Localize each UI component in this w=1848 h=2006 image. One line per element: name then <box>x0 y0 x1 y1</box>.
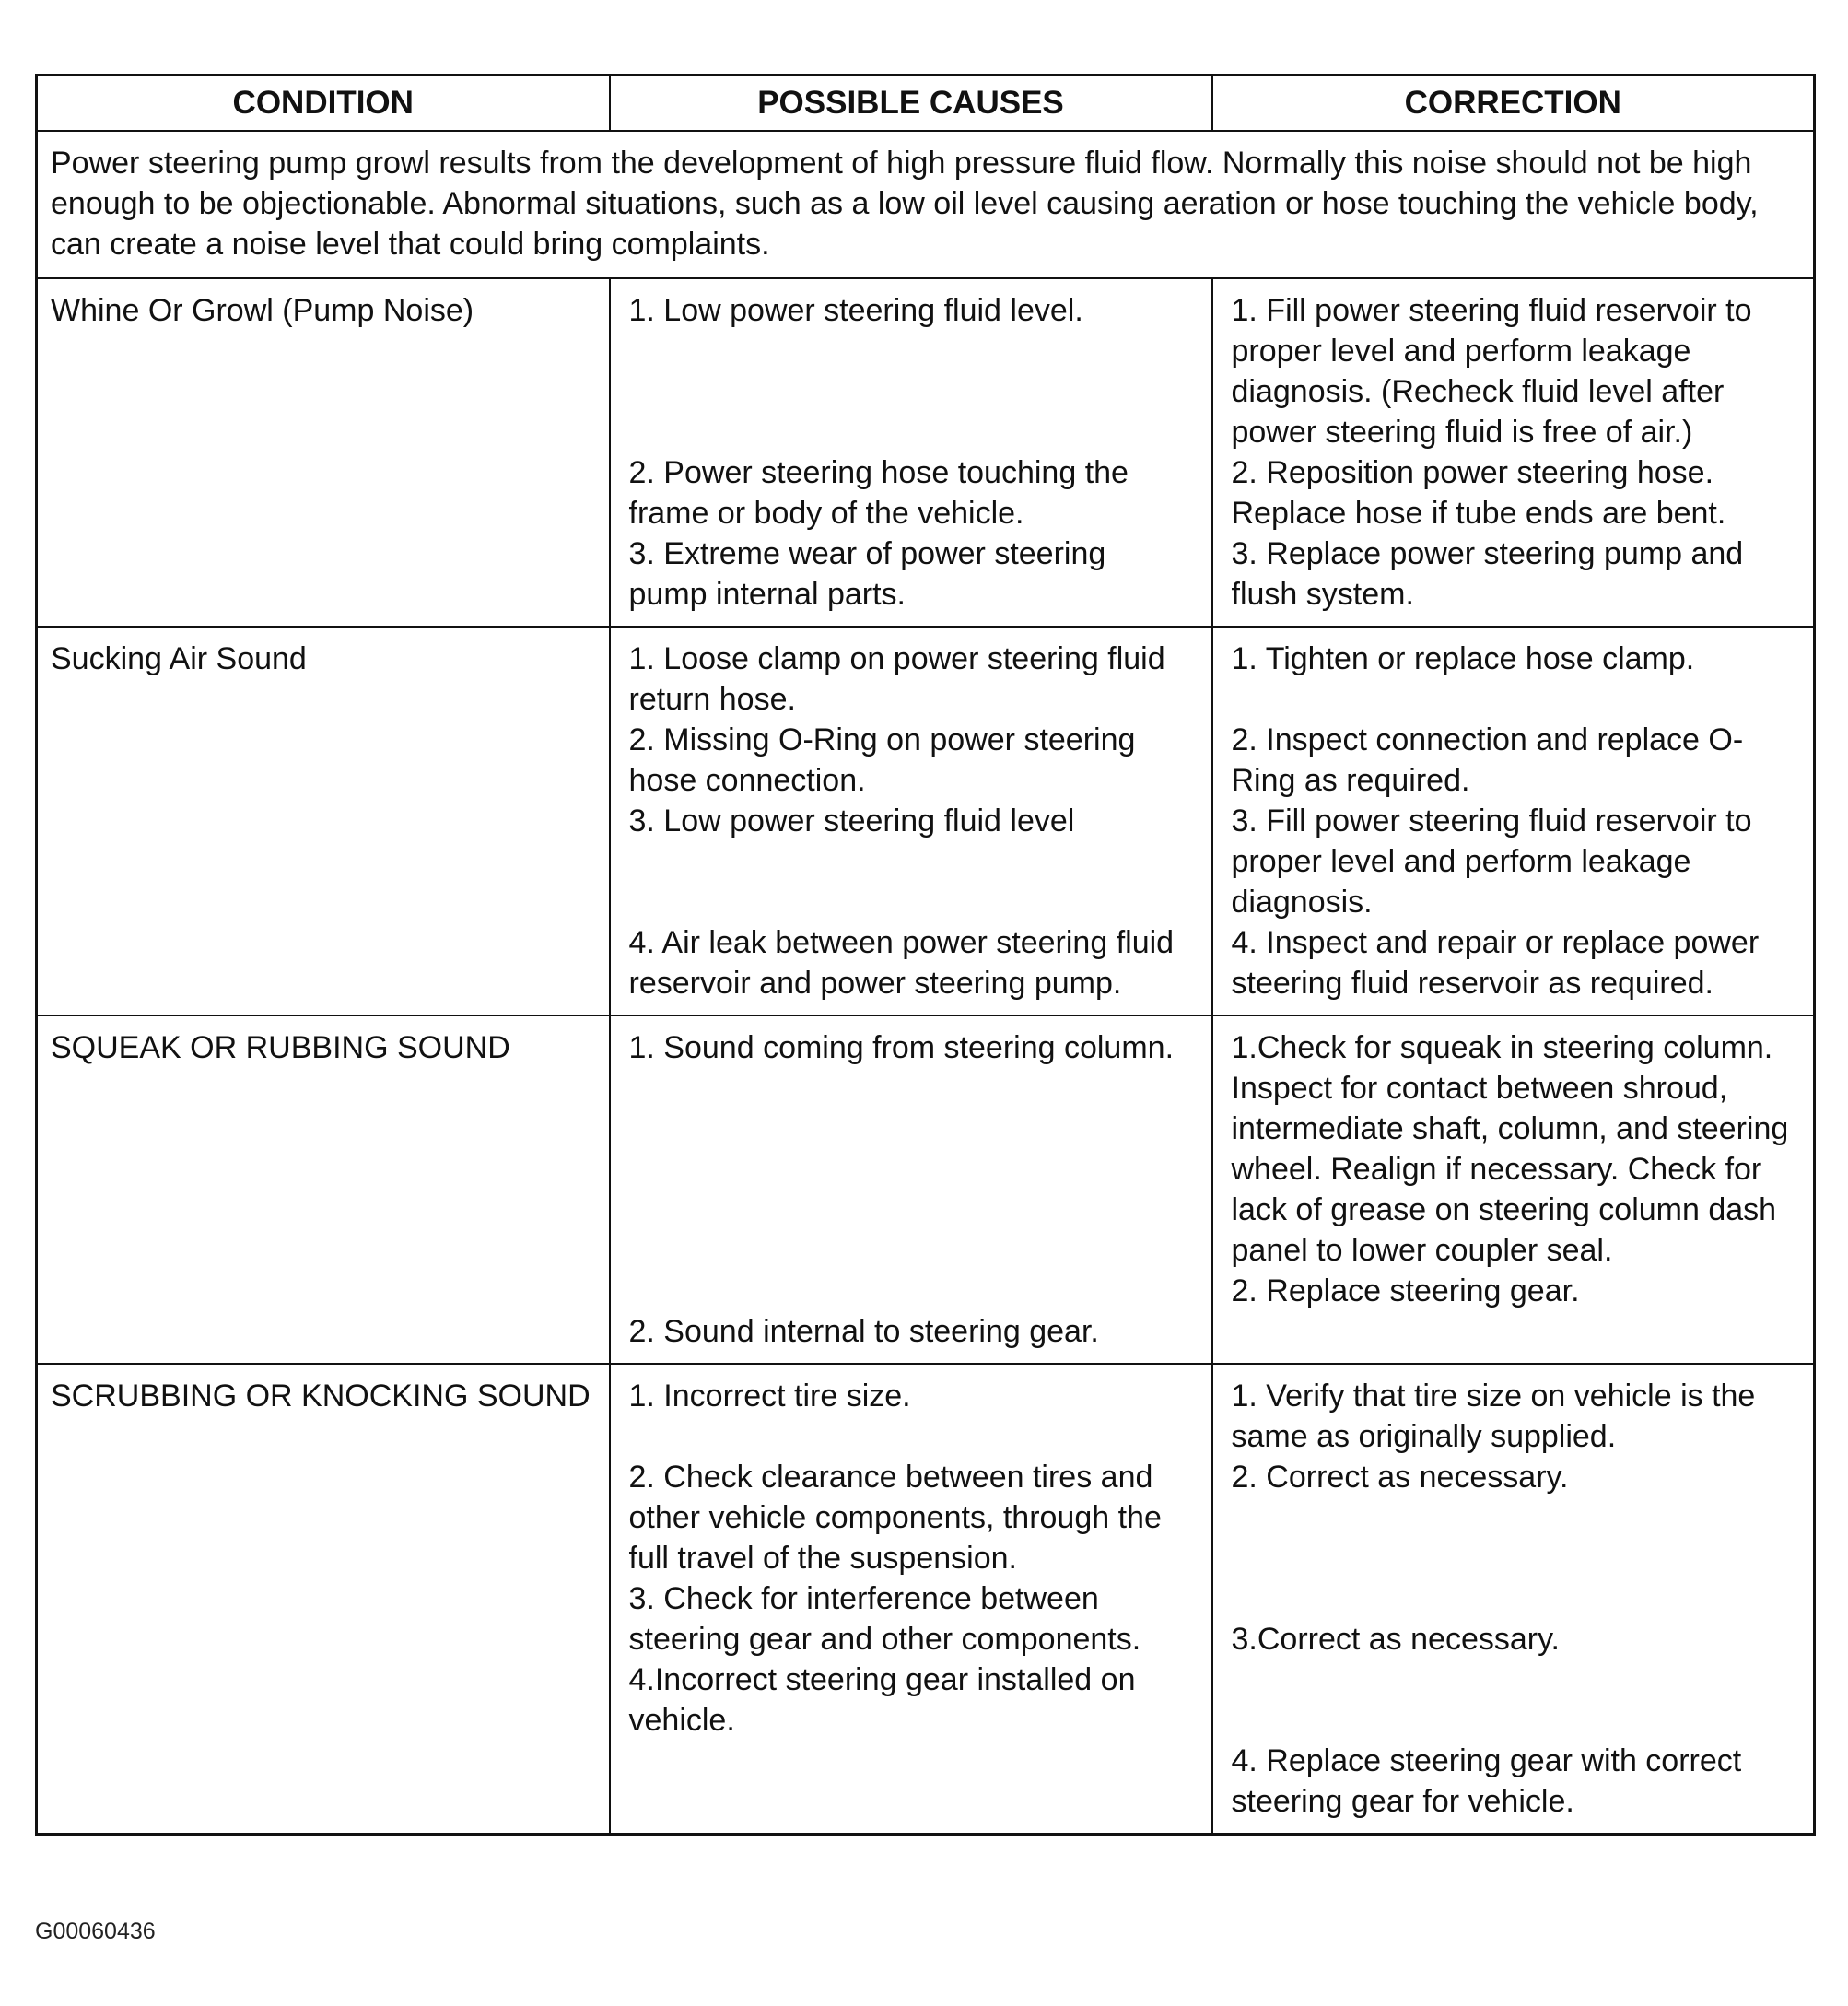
correction-cell <box>1212 1364 1815 1835</box>
header-possible-causes: POSSIBLE CAUSES <box>610 76 1212 132</box>
header-condition: CONDITION <box>37 76 610 132</box>
correction-item: 3.Correct as necessary. <box>1231 1622 1561 1657</box>
correction-item: 2. Inspect connection and replace O-Ring as required. <box>1231 722 1744 798</box>
intro-row <box>37 131 1815 278</box>
condition-cell: SQUEAK OR RUBBING SOUND <box>37 1015 610 1364</box>
diagnosis-table <box>35 74 1816 1836</box>
cause-item: 1. Sound coming from steering column. <box>628 1030 1175 1065</box>
cause-item: 3. Check for interference between steering gear and other components. <box>628 1581 1141 1657</box>
cause-item: 4.Incorrect steering gear installed on vehicle. <box>628 1662 1136 1738</box>
correction-item: 1. Tighten or replace hose clamp. <box>1231 641 1695 676</box>
causes-cell <box>610 278 1212 627</box>
correction-item: 3. Fill power steering fluid reservoir to proper level and perform leakage diagnosis. <box>1231 804 1752 920</box>
cause-item: 1. Loose clamp on power steering fluid return hose. <box>628 641 1165 717</box>
cause-item: 3. Extreme wear of power steering pump internal parts. <box>628 536 1106 612</box>
causes-cell <box>610 627 1212 1015</box>
cause-item: 3. Low power steering fluid level <box>628 804 1075 839</box>
table-row <box>37 278 1815 627</box>
correction-cell <box>1212 278 1815 627</box>
cause-item: 1. Low power steering fluid level. <box>628 293 1083 328</box>
condition-cell: Whine Or Growl (Pump Noise) <box>37 278 610 627</box>
correction-cell <box>1212 1015 1815 1364</box>
table-row <box>37 1364 1815 1835</box>
condition-cell: SCRUBBING OR KNOCKING SOUND <box>37 1364 610 1835</box>
cause-item: 4. Air leak between power steering fluid reservoir and power steering pump. <box>628 925 1175 1001</box>
correction-item: 2. Reposition power steering hose. Replace hose if tube ends are bent. <box>1231 455 1726 531</box>
table-row <box>37 627 1815 1015</box>
correction-item: 2. Correct as necessary. <box>1231 1460 1569 1495</box>
causes-cell <box>610 1364 1212 1835</box>
correction-item: 3. Replace power steering pump and flush system. <box>1231 536 1744 612</box>
condition-cell: Sucking Air Sound <box>37 627 610 1015</box>
correction-item: 2. Replace steering gear. <box>1231 1273 1580 1308</box>
cause-item: 1. Incorrect tire size. <box>628 1378 911 1414</box>
cause-item: 2. Missing O-Ring on power steering hose connection. <box>628 722 1136 798</box>
correction-item: 1. Verify that tire size on vehicle is the same as originally supplied. <box>1231 1378 1756 1454</box>
correction-item: 4. Inspect and repair or replace power steering fluid reservoir as required. <box>1231 925 1760 1001</box>
correction-item: 1. Fill power steering fluid reservoir to proper level and perform leakage diagnosis. (Recheck fluid level after power steering fluid is free of air.) <box>1231 293 1752 450</box>
figure-code: G00060436 <box>35 1918 156 1944</box>
cause-item: 2. Power steering hose touching the frame or body of the vehicle. <box>628 455 1129 531</box>
header-row <box>37 76 1815 132</box>
causes-cell <box>610 1015 1212 1364</box>
correction-cell <box>1212 627 1815 1015</box>
table-row <box>37 1015 1815 1364</box>
correction-item: 4. Replace steering gear with correct steering gear for vehicle. <box>1231 1743 1742 1819</box>
header-correction: CORRECTION <box>1212 76 1815 132</box>
cause-item: 2. Check clearance between tires and other vehicle components, through the full travel of the suspension. <box>628 1460 1162 1576</box>
correction-item: 1.Check for squeak in steering column. Inspect for contact between shroud, intermediate shaft, column, and steering wheel. Realign if necessary. Check for lack of grease on steering column dash panel to lower coupler seal. <box>1231 1030 1789 1268</box>
cause-item: 2. Sound internal to steering gear. <box>628 1314 1099 1349</box>
intro-text: Power steering pump growl results from the development of high pressure fluid flow. Normally this noise should not be high enough to be objectionable. Abnormal situations, such as a low oil level causing aeration or hose touching the vehicle body, can create a noise level that could bring complaints. <box>37 131 1815 278</box>
